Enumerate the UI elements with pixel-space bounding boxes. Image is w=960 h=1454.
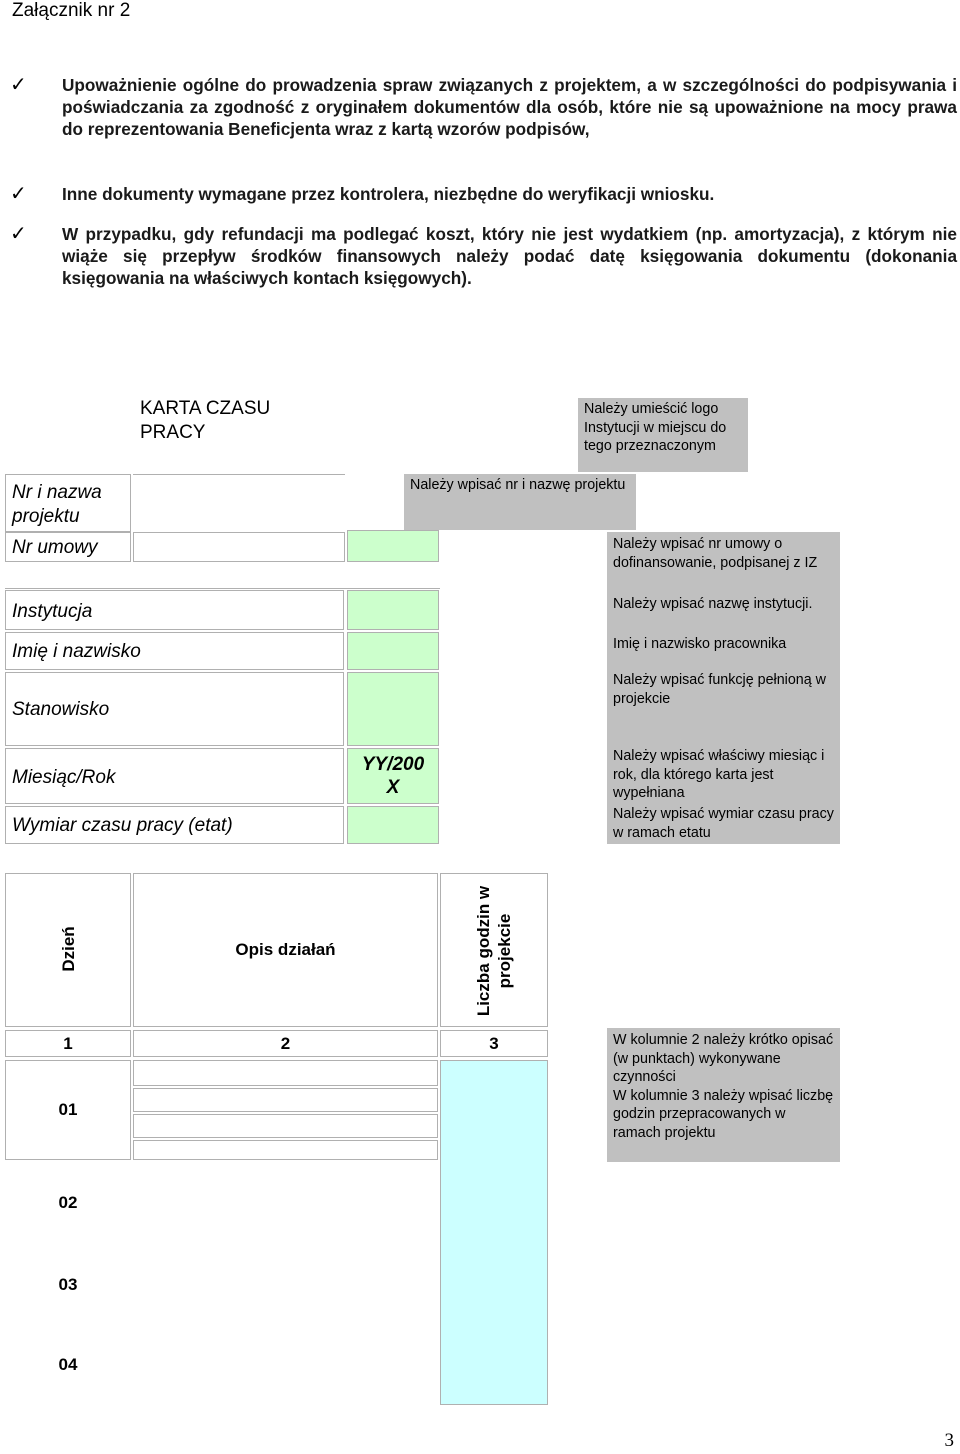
form-title xyxy=(140,397,270,445)
checkmark-icon: ✓ xyxy=(10,72,27,96)
divider xyxy=(133,474,345,475)
bullet-text: Upoważnienie ogólne do prowadzenia spraw związanych z projektem, a w szczególności do podpisywania i poświadczania za zgodność z oryginałem dokumentów dla osób, które nie są upoważnione na mocy prawa do reprezentowania Beneficjenta wraz z kartą wzorów podpisów, xyxy=(62,75,957,139)
attachment-title: Załącznik nr 2 xyxy=(12,0,131,21)
note-contract: Należy wpisać nr umowy o dofinansowanie, podpisanej z IZ xyxy=(613,536,818,571)
col-number-2: 2 xyxy=(133,1030,438,1057)
label-cell-name xyxy=(5,632,344,670)
position-field[interactable] xyxy=(347,672,439,746)
day-row-04: 04 xyxy=(58,1355,78,1374)
note-workload: Należy wpisać wymiar czasu pracy w ramach etatu xyxy=(613,806,834,841)
header-hours-label: Liczba godzin w projekcie xyxy=(474,885,514,1017)
checkmark-icon: ✓ xyxy=(10,221,27,245)
label-institution: Instytucja xyxy=(12,601,93,622)
note-position: Należy wpisać funkcję pełnioną w projekcie xyxy=(613,672,826,707)
note-institution: Należy wpisać nazwę instytucji. xyxy=(613,596,813,612)
label-name: Imię i nazwisko xyxy=(12,641,141,662)
label-cell-project xyxy=(5,474,131,532)
header-day-label: Dzień xyxy=(59,926,78,972)
contract-value-field[interactable] xyxy=(347,530,439,562)
desc-input[interactable] xyxy=(133,1088,438,1112)
day-row-03: 03 xyxy=(58,1275,78,1294)
contract-input[interactable] xyxy=(133,532,345,562)
institution-field[interactable] xyxy=(347,590,439,630)
col-number-3: 3 xyxy=(440,1030,548,1057)
divider xyxy=(5,588,440,589)
note-name: Imię i nazwisko pracownika xyxy=(613,636,787,652)
form-title-line2: PRACY xyxy=(140,422,206,443)
header-desc xyxy=(133,873,438,1027)
note-columns xyxy=(607,1028,840,1162)
label-workload: Wymiar czasu pracy (etat) xyxy=(12,815,233,836)
label-month-year: Miesiąc/Rok xyxy=(12,767,116,788)
month-year-field[interactable] xyxy=(347,748,439,804)
day-row-02: 02 xyxy=(58,1193,78,1212)
label-project: Nr i nazwa projektu xyxy=(12,482,102,527)
name-field[interactable] xyxy=(347,632,439,670)
label-cell-institution xyxy=(5,590,344,630)
checkmark-icon: ✓ xyxy=(10,181,27,205)
header-desc-label: Opis działań xyxy=(235,940,336,959)
page-number: 3 xyxy=(944,1430,954,1451)
note-month: Należy wpisać właściwy miesiąc i rok, dla którego karta jest wypełniana xyxy=(613,748,825,801)
day-row-01: 01 xyxy=(5,1060,131,1160)
bullet-text: Inne dokumenty wymagane przez kontrolera, niezbędne do weryfikacji wniosku. xyxy=(62,184,715,204)
label-cell-workload xyxy=(5,806,344,844)
workload-field[interactable] xyxy=(347,806,439,844)
label-cell-contract xyxy=(5,532,131,562)
note-logo: Należy umieścić logo Instytucji w miejscu do tego przeznaczonym xyxy=(578,398,748,472)
month-year-value-line2: X xyxy=(386,777,400,798)
header-day xyxy=(5,873,131,1027)
note-panel xyxy=(607,532,840,844)
form-title-line1: KARTA CZASU xyxy=(140,398,271,419)
note-columns-a: W kolumnie 2 należy krótko opisać (w punktach) wykonywane czynności xyxy=(613,1032,834,1085)
hours-column-input[interactable] xyxy=(440,1060,548,1405)
label-cell-month xyxy=(5,748,344,804)
label-cell-position xyxy=(5,672,344,746)
note-project: Należy wpisać nr i nazwę projektu xyxy=(404,474,636,530)
label-position: Stanowisko xyxy=(12,699,110,720)
month-year-value-line1: YY/200 xyxy=(361,754,425,775)
desc-input[interactable] xyxy=(133,1140,438,1160)
bullet-text: W przypadku, gdy refundacji ma podlegać koszt, który nie jest wydatkiem (np. amortyzacja), z którym nie wiąże się przepływ środków finansowych należy podać datę księgowania dokumentu (dokonania księgowania na właściwych kontach księgowych). xyxy=(62,224,957,288)
desc-input[interactable] xyxy=(133,1060,438,1086)
note-columns-b: W kolumnie 3 należy wpisać liczbę godzin przepracowanych w ramach projektu xyxy=(613,1087,834,1141)
col-number-1: 1 xyxy=(5,1030,131,1057)
month-year-value xyxy=(348,753,438,799)
header-hours xyxy=(440,873,548,1027)
label-contract: Nr umowy xyxy=(12,537,98,558)
desc-input[interactable] xyxy=(133,1114,438,1138)
